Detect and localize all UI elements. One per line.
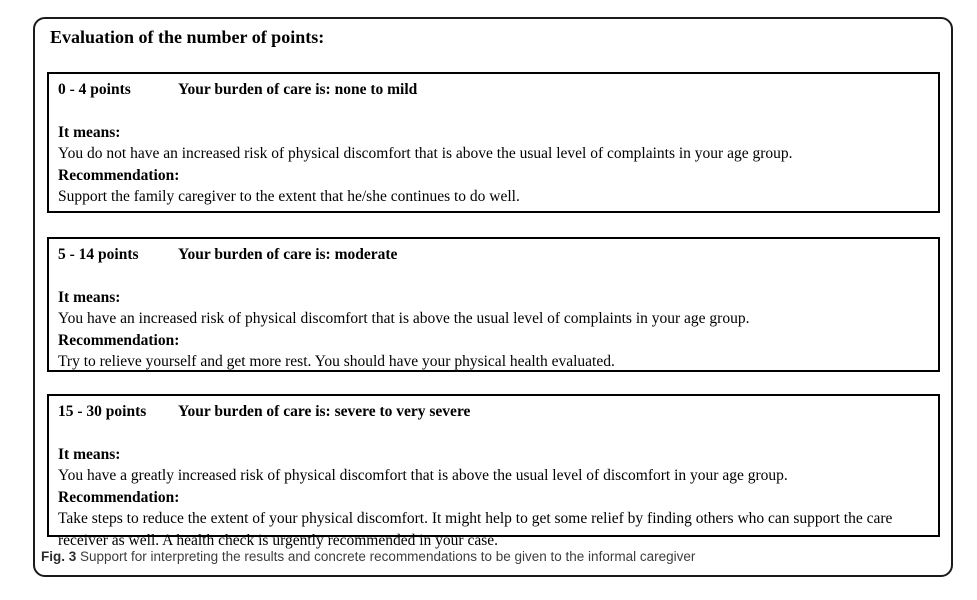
score-box-header [58, 244, 929, 266]
recommendation-text: Take steps to reduce the extent of your physical discomfort. It might help to get some relief by finding others who can support the care receiver as well. A health check is urgently recommended in your case. [58, 510, 893, 549]
recommendation-text: Support the family caregiver to the extent that he/she continues to do well. [58, 188, 520, 205]
score-box-5-14 [47, 237, 940, 372]
means-text: You do not have an increased risk of physical discomfort that is above the usual level of complaints in your age group. [58, 145, 793, 162]
figure-caption-text: Support for interpreting the results and concrete recommendations to be given to the informal caregiver [80, 549, 696, 564]
recommendation-text: Try to relieve yourself and get more rest. You should have your physical health evaluated. [58, 353, 615, 370]
means-label: It means: [58, 288, 121, 306]
figure-caption [41, 548, 941, 566]
means-text: You have a greatly increased risk of physical discomfort that is above the usual level of discomfort in your age group. [58, 467, 788, 484]
points-range: 0 - 4 points [58, 81, 131, 98]
recommendation-label: Recommendation: [58, 331, 180, 349]
burden-level: Your burden of care is: severe to very severe [178, 403, 471, 420]
score-box-15-30 [47, 394, 940, 549]
means-text: You have an increased risk of physical discomfort that is above the usual level of complaints in your age group. [58, 310, 750, 327]
burden-level: Your burden of care is: none to mild [178, 81, 418, 98]
score-box-0-4 [47, 72, 940, 213]
recommendation-label: Recommendation: [58, 166, 180, 184]
burden-level: Your burden of care is: moderate [178, 246, 398, 263]
points-range: 15 - 30 points [58, 403, 147, 420]
means-label: It means: [58, 123, 121, 141]
recommendation-label: Recommendation: [58, 488, 180, 506]
score-box-header [58, 401, 929, 423]
means-label: It means: [58, 445, 121, 463]
score-box-header [58, 79, 929, 101]
figure-title: Evaluation of the number of points: [50, 27, 325, 47]
points-range: 5 - 14 points [58, 246, 139, 263]
figure-caption-label: Fig. 3 [41, 549, 81, 564]
